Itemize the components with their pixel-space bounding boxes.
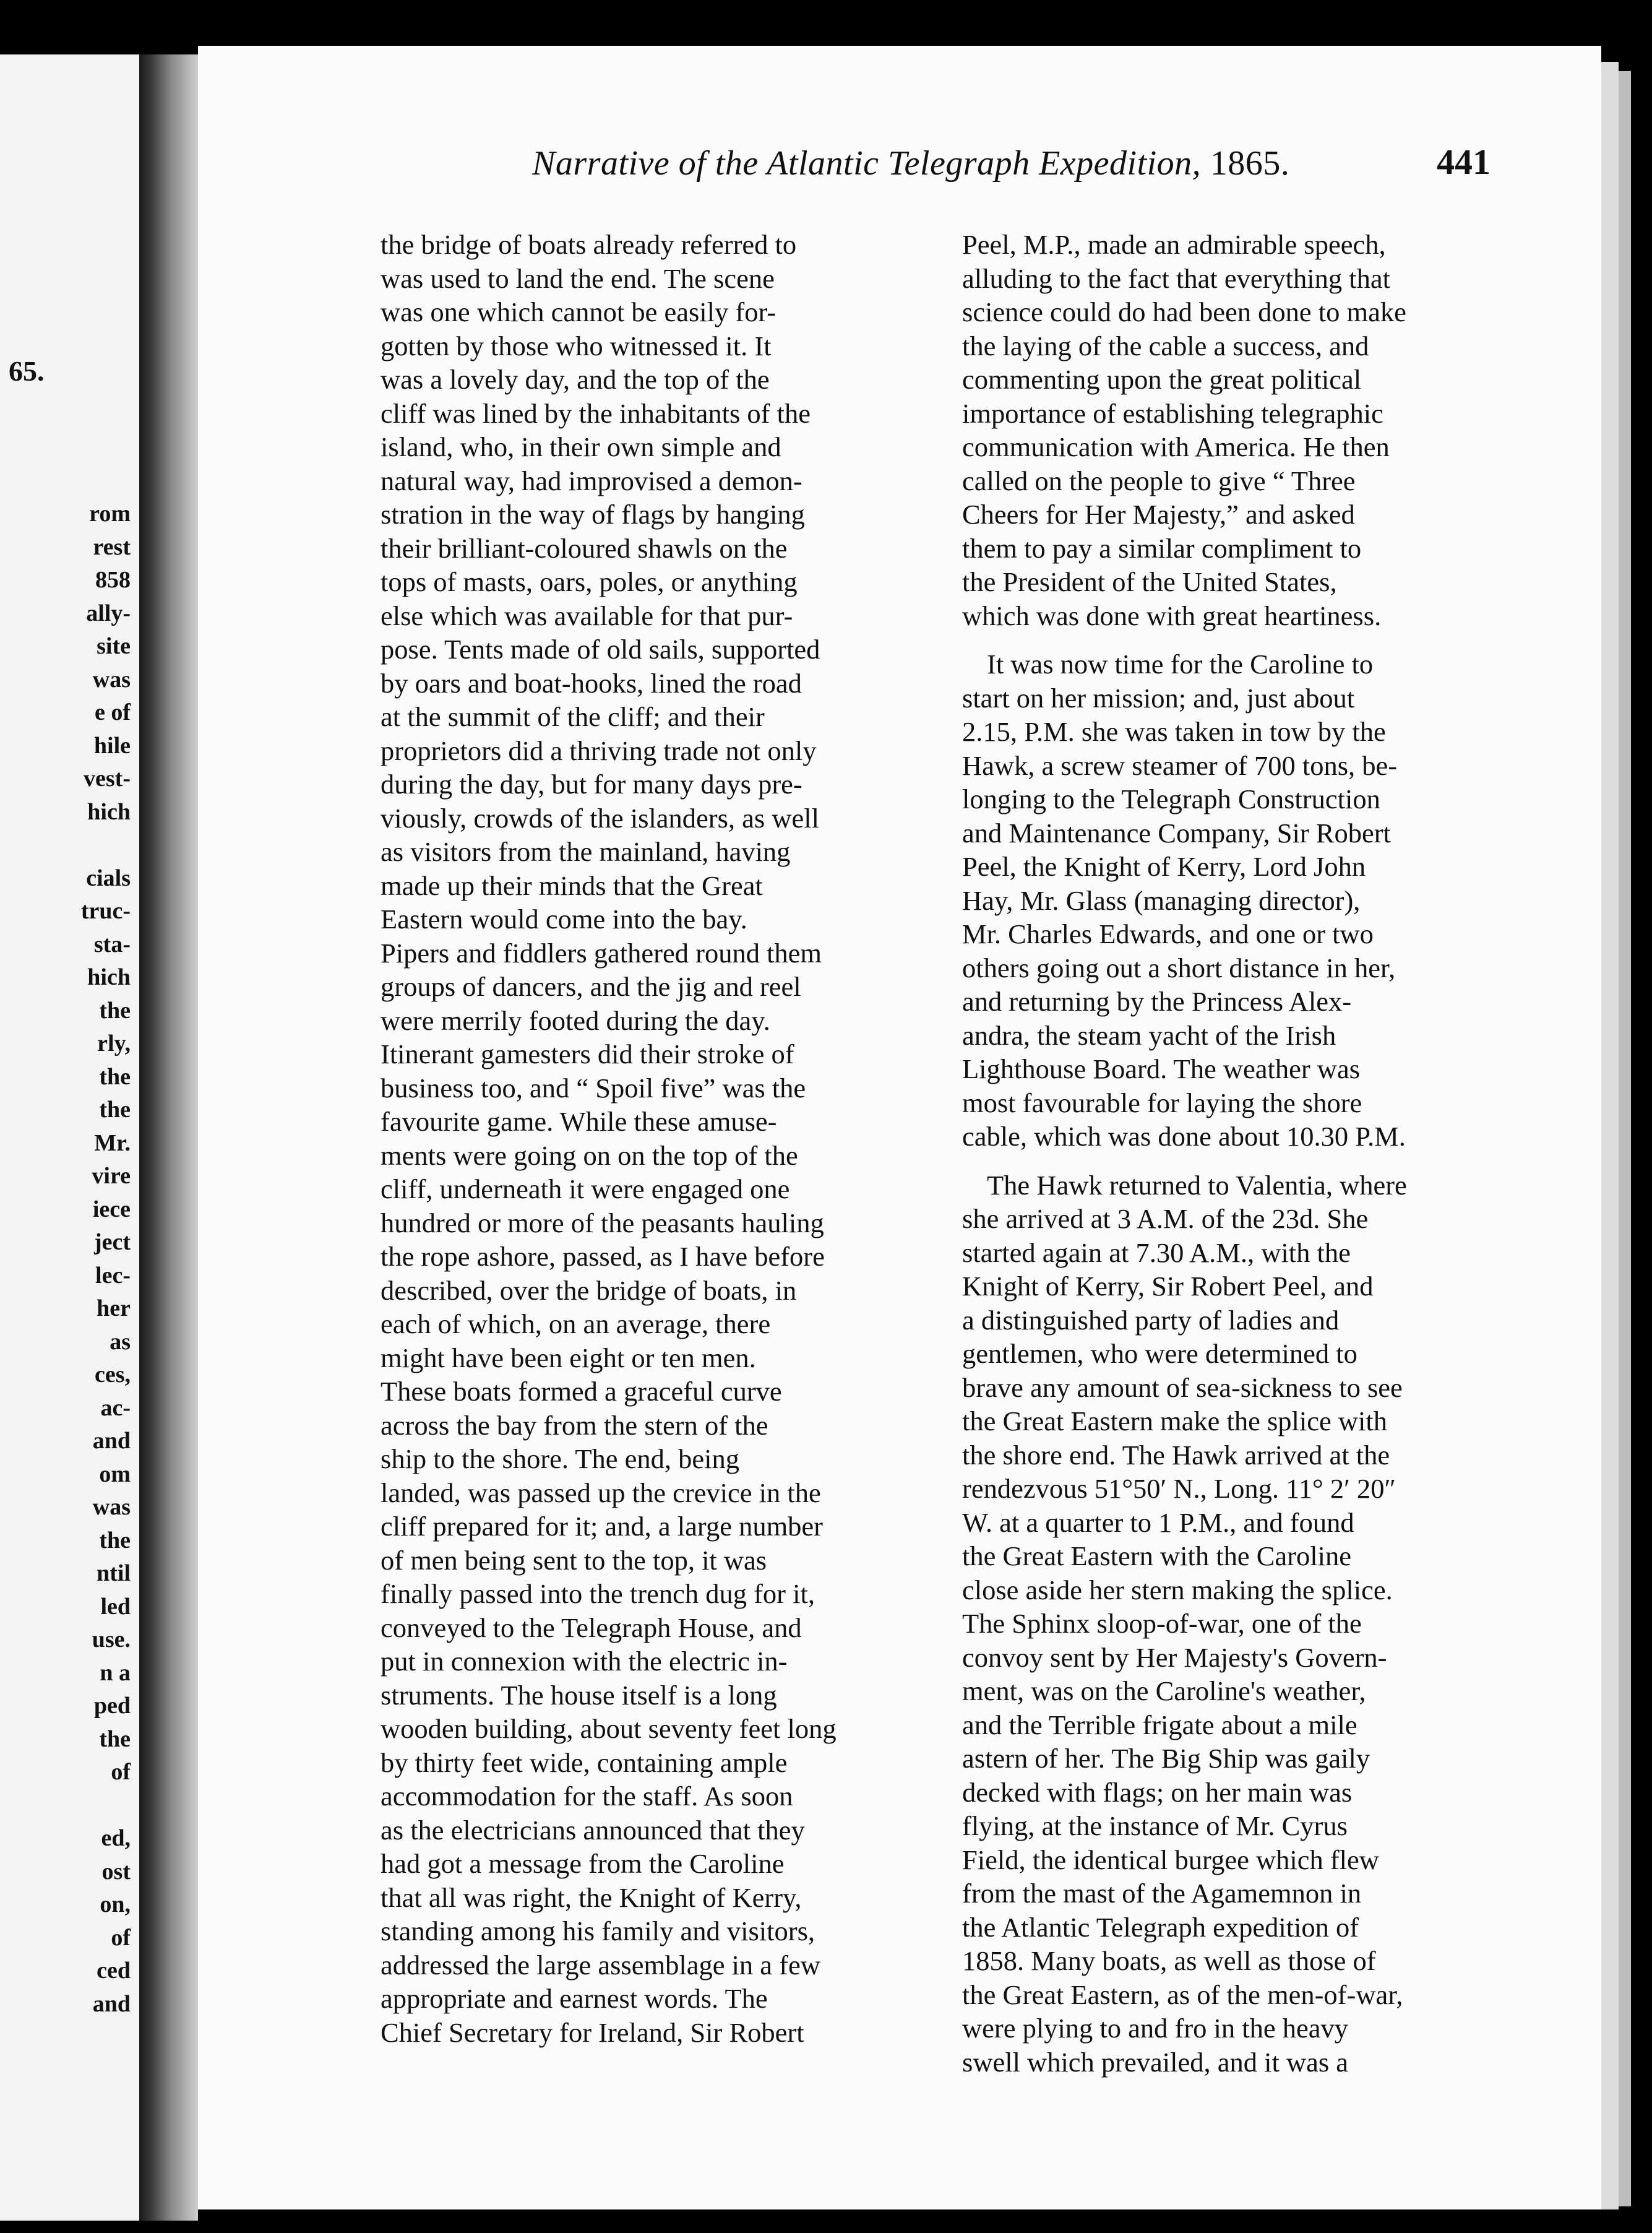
facing-page-fragment: use.: [92, 1626, 131, 1652]
facing-page-fragment: vest-: [84, 766, 131, 792]
text-line: Cheers for Her Majesty,” and asked: [962, 499, 1355, 530]
text-line: 2.15, P.M. she was taken in tow by the: [962, 716, 1386, 747]
text-line: W. at a quarter to 1 P.M., and found: [962, 1506, 1354, 1538]
paragraph-hawk-return: [962, 1168, 1499, 2080]
text-line: by oars and boat-hooks, lined the road: [381, 667, 802, 699]
text-line: proprietors did a thriving trade not only: [381, 735, 817, 766]
text-line: the Atlantic Telegraph expedition of: [962, 1911, 1359, 1943]
text-line: Hawk, a screw steamer of 700 tons, be-: [962, 749, 1398, 781]
text-line: wooden building, about seventy feet long: [381, 1713, 837, 1744]
text-line: stration in the way of flags by hanging: [381, 499, 805, 530]
text-line: finally passed into the trench dug for it,: [381, 1578, 815, 1609]
text-line: were plying to and fro in the heavy: [962, 2013, 1349, 2044]
facing-page-year: 65.: [9, 355, 45, 387]
running-head-year: 1865.: [1210, 144, 1290, 183]
running-head-title: Narrative of the Atlantic Telegraph Expedition,: [532, 144, 1202, 183]
text-line: ship to the shore. The end, being: [381, 1443, 740, 1474]
facing-page-fragment: ced: [97, 1958, 131, 1984]
text-line: conveyed to the Telegraph House, and: [381, 1612, 802, 1643]
text-line: hundred or more of the peasants hauling: [381, 1207, 824, 1238]
facing-page-fragment: the: [99, 1097, 131, 1123]
text-line: standing among his family and visitors,: [381, 1916, 815, 1946]
text-line: during the day, but for many days pre-: [381, 769, 802, 800]
paragraph-speech: [962, 228, 1499, 633]
facing-page-fragment: the: [99, 1063, 131, 1090]
text-line: Itinerant gamesters did their stroke of: [381, 1039, 794, 1069]
text-line: addressed the large assemblage in a few: [381, 1949, 820, 1980]
text-line: tops of masts, oars, poles, or anything: [381, 566, 798, 597]
text-line: alluding to the fact that everything that: [962, 262, 1391, 294]
text-line: of men being sent to the top, it was: [381, 1544, 767, 1576]
page-edge: [1601, 62, 1619, 2209]
facing-page-fragment: truc-: [80, 898, 131, 924]
facing-page-fragment: and: [92, 1428, 131, 1454]
facing-page-fragment: as: [110, 1328, 131, 1355]
facing-page-fragment: ject: [93, 1229, 131, 1255]
facing-page-fragment: 858: [95, 567, 131, 593]
facing-page-fragment: on,: [100, 1891, 131, 1917]
facing-page-fragment: ally-: [86, 600, 131, 626]
facing-page-fragment: ntil: [97, 1560, 131, 1586]
text-line: might have been eight or ten men.: [381, 1342, 756, 1373]
text-line: at the summit of the cliff; and their: [381, 701, 765, 732]
text-line: business too, and “ Spoil five” was the: [381, 1072, 806, 1104]
text-line: appropriate and earnest words. The: [381, 1983, 768, 2014]
facing-page-fragment: iece: [92, 1196, 131, 1222]
page-number: 441: [1437, 142, 1491, 182]
text-line: The Hawk returned to Valentia, where: [987, 1169, 1407, 1201]
facing-page-fragment: Mr.: [94, 1129, 131, 1156]
text-line: the President of the United States,: [962, 566, 1337, 597]
text-line: pose. Tents made of old sails, supported: [381, 634, 820, 665]
text-line: andra, the steam yacht of the Irish: [962, 1019, 1336, 1051]
facing-page-fragment: led: [100, 1593, 131, 1620]
text-line: cable, which was done about 10.30 P.M.: [962, 1121, 1406, 1152]
facing-page-fragment: of: [111, 1759, 131, 1785]
text-line: across the bay from the stern of the: [381, 1409, 768, 1441]
facing-page-fragment: lec-: [95, 1262, 131, 1289]
text-line: cliff prepared for it; and, a large number: [381, 1511, 823, 1542]
text-line: island, who, in their own simple and: [381, 431, 781, 462]
text-line: cliff, underneath it were engaged one: [381, 1173, 790, 1204]
facing-page-fragment: was: [92, 1494, 131, 1520]
text-column-right: [962, 228, 1499, 2079]
text-line: gotten by those who witnessed it. It: [381, 330, 772, 361]
text-line: the Great Eastern make the splice with: [962, 1406, 1388, 1436]
text-line: that all was right, the Knight of Kerry,: [381, 1881, 802, 1913]
facing-page-fragment: vire: [92, 1163, 131, 1189]
text-line: was a lovely day, and the top of the: [381, 364, 770, 395]
text-line: ments were going on on the top of the: [381, 1139, 798, 1171]
text-line: put in connexion with the electric in-: [381, 1646, 788, 1677]
text-line: It was now time for the Caroline to: [987, 649, 1374, 680]
facing-page-fragment: ost: [101, 1858, 131, 1885]
text-line: The Sphinx sloop-of-war, one of the: [962, 1608, 1362, 1639]
text-line: a distinguished party of ladies and: [962, 1304, 1340, 1336]
text-line: from the mast of the Agamemnon in: [962, 1878, 1362, 1909]
facing-page-fragment: rest: [93, 533, 131, 560]
text-line: the shore end. The Hawk arrived at the: [962, 1439, 1390, 1471]
text-line: them to pay a similar compliment to: [962, 532, 1362, 564]
text-line: gentlemen, who were determined to: [962, 1338, 1357, 1369]
text-line: These boats formed a graceful curve: [381, 1376, 782, 1407]
text-line: science could do had been done to make: [962, 296, 1406, 327]
text-line: Chief Secretary for Ireland, Sir Robert: [381, 2016, 804, 2048]
text-line: Lighthouse Board. The weather was: [962, 1053, 1361, 1084]
text-line: natural way, had improvised a demon-: [381, 465, 802, 496]
text-line: and the Terrible frigate about a mile: [962, 1709, 1357, 1740]
text-line: longing to the Telegraph Construction: [962, 784, 1380, 814]
page-edge-back: [1619, 71, 1631, 2206]
facing-page-fragment: sta-: [93, 931, 131, 957]
text-line: importance of establishing telegraphic: [962, 397, 1383, 429]
text-line: by thirty feet wide, containing ample: [381, 1747, 788, 1778]
text-line: accommodation for the staff. As soon: [381, 1781, 793, 1812]
text-line: was used to land the end. The scene: [381, 262, 775, 294]
facing-page-fragment: rly,: [97, 1030, 131, 1056]
facing-page-fragment: and: [92, 1990, 131, 2017]
paragraph-caroline-departure: [962, 647, 1499, 1154]
text-line: most favourable for laying the shore: [962, 1087, 1362, 1118]
facing-page-fragment: ped: [93, 1693, 131, 1719]
text-line: landed, was passed up the crevice in the: [381, 1477, 821, 1508]
text-column-left: [381, 228, 937, 2049]
text-line: was one which cannot be easily for-: [381, 296, 777, 327]
facing-page-fragment: of: [111, 1924, 131, 1951]
text-line: else which was available for that pur-: [381, 600, 793, 631]
book-gutter: [139, 54, 198, 2221]
facing-page-fragment: her: [97, 1295, 131, 1321]
text-line: and Maintenance Company, Sir Robert: [962, 817, 1391, 849]
text-line: she arrived at 3 A.M. of the 23d. She: [962, 1203, 1369, 1234]
text-line: which was done with great heartiness.: [962, 600, 1382, 631]
facing-page-fragment: site: [97, 633, 131, 659]
facing-page-fragment: ed,: [101, 1825, 131, 1851]
text-line: 1858. Many boats, as well as those of: [962, 1945, 1376, 1976]
facing-page-fragment: n a: [100, 1659, 131, 1686]
facing-page-fragment: was: [92, 666, 131, 693]
text-line: Eastern would come into the bay.: [381, 904, 747, 935]
text-line: were merrily footed during the day.: [381, 1004, 770, 1036]
text-line: Knight of Kerry, Sir Robert Peel, and: [962, 1271, 1374, 1302]
facing-page-fragment: the: [99, 1726, 131, 1752]
facing-page-fragment: e of: [94, 699, 131, 725]
text-line: Field, the identical burgee which flew: [962, 1844, 1379, 1875]
text-line: start on her mission; and, just about: [962, 682, 1355, 714]
running-head: [532, 144, 1289, 183]
text-line: flying, at the instance of Mr. Cyrus: [962, 1810, 1348, 1841]
text-line: Peel, the Knight of Kerry, Lord John: [962, 851, 1366, 882]
text-line: astern of her. The Big Ship was gaily: [962, 1743, 1370, 1774]
text-line: communication with America. He then: [962, 431, 1390, 462]
facing-page-fragment: cials: [86, 865, 131, 891]
facing-page-fragment: hich: [87, 798, 131, 825]
text-line: brave any amount of sea-sickness to see: [962, 1371, 1403, 1403]
facing-page-fragment: hich: [87, 964, 131, 990]
text-line: and returning by the Princess Alex-: [962, 986, 1352, 1017]
text-line: ment, was on the Caroline's weather,: [962, 1675, 1366, 1706]
text-line: the laying of the cable a success, and: [962, 330, 1369, 361]
text-line: as visitors from the mainland, having: [381, 836, 791, 867]
text-line: rendezvous 51°50′ N., Long. 11° 2′ 20″: [962, 1473, 1396, 1504]
text-line: Mr. Charles Edwards, and one or two: [962, 918, 1374, 949]
text-line: described, over the bridge of boats, in: [381, 1274, 797, 1306]
facing-page-fragment: ac-: [100, 1394, 131, 1421]
text-line: the Great Eastern, as of the men-of-war,: [962, 1979, 1403, 2010]
text-line: called on the people to give “ Three: [962, 465, 1356, 496]
facing-page-edge: [0, 54, 139, 2221]
text-line: the bridge of boats already referred to: [381, 229, 797, 260]
facing-page-fragment: the: [99, 1527, 131, 1553]
text-line: their brilliant-coloured shawls on the: [381, 532, 788, 564]
text-line: commenting upon the great political: [962, 364, 1362, 395]
text-line: started again at 7.30 A.M., with the: [962, 1237, 1351, 1268]
text-line: had got a message from the Caroline: [381, 1848, 785, 1879]
text-line: Peel, M.P., made an admirable speech,: [962, 229, 1386, 260]
text-line: struments. The house itself is a long: [381, 1679, 777, 1711]
text-line: groups of dancers, and the jig and reel: [381, 971, 801, 1002]
text-line: the rope ashore, passed, as I have before: [381, 1241, 825, 1272]
facing-page-fragment: hile: [93, 732, 131, 759]
text-line: Hay, Mr. Glass (managing director),: [962, 884, 1361, 916]
text-line: others going out a short distance in her,: [962, 952, 1396, 983]
text-line: convoy sent by Her Majesty's Govern-: [962, 1641, 1387, 1673]
facing-page-fragment: om: [99, 1461, 131, 1487]
text-line: decked with flags; on her main was: [962, 1776, 1353, 1808]
text-line: Pipers and fiddlers gathered round them: [381, 937, 822, 969]
text-line: as the electricians announced that they: [381, 1814, 805, 1846]
text-line: favourite game. While these amuse-: [381, 1106, 777, 1137]
text-line: swell which prevailed, and it was a: [962, 2046, 1349, 2078]
facing-page-fragment: rom: [89, 501, 131, 527]
text-line: each of which, on an average, there: [381, 1308, 771, 1339]
facing-page-fragment: ces,: [94, 1362, 131, 1388]
text-line: viously, crowds of the islanders, as well: [381, 802, 819, 834]
text-line: made up their minds that the Great: [381, 870, 763, 901]
text-line: cliff was lined by the inhabitants of the: [381, 397, 811, 429]
text-line: the Great Eastern with the Caroline: [962, 1540, 1351, 1571]
facing-page-fragment: the: [99, 997, 131, 1024]
text-line: close aside her stern making the splice.: [962, 1574, 1393, 1605]
